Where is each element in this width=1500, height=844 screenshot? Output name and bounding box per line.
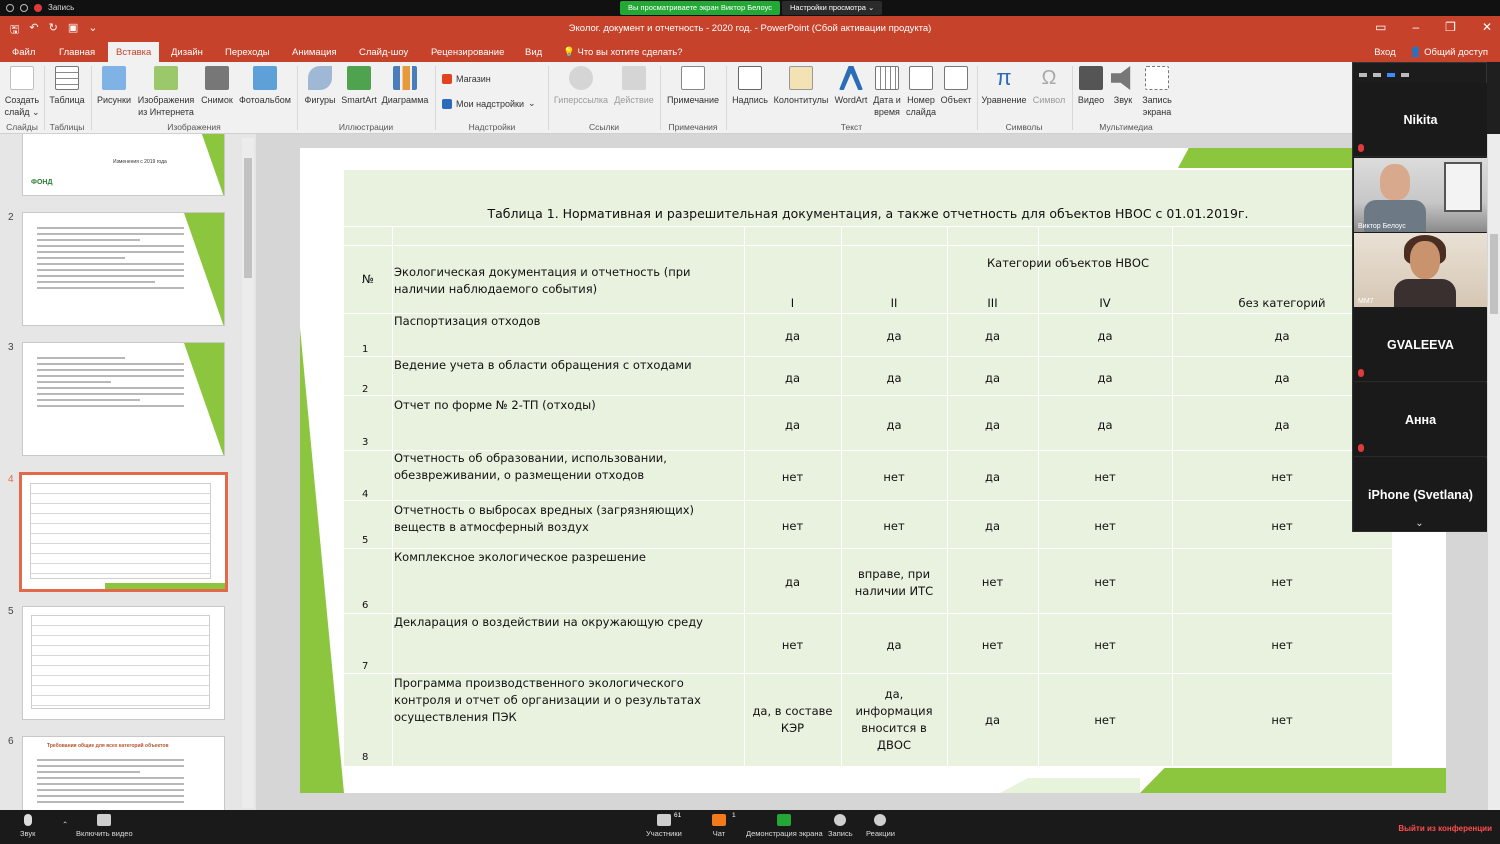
tab-slideshow[interactable]: Слайд-шоу (359, 47, 409, 58)
store-label: Магазин (456, 74, 491, 84)
row-name: Декларация о воздействии на окружающую среду (394, 615, 703, 629)
chat-icon (712, 814, 726, 826)
slide-number: 4 (8, 474, 14, 485)
shapes-button[interactable] (301, 66, 339, 106)
tab-insert[interactable]: Вставка (108, 42, 159, 62)
green-decoration (184, 213, 224, 326)
customize-icon[interactable]: ⌄ (88, 22, 98, 34)
speaker-icon (1111, 66, 1135, 90)
security-icon[interactable] (20, 4, 28, 12)
row-number: 1 (362, 344, 369, 355)
record-button[interactable] (828, 814, 853, 838)
slideshow-icon[interactable]: ▣ (67, 22, 79, 34)
comment-label: Примечание (666, 95, 720, 105)
muted-mic-icon (1358, 144, 1364, 152)
row-number: 5 (362, 535, 369, 546)
group-illustrations: Иллюстрации (338, 122, 394, 132)
slide-thumbnail-5[interactable] (22, 606, 225, 720)
audio-options-chevron[interactable] (62, 820, 68, 829)
share-screen-button[interactable] (746, 814, 823, 838)
pictures-button[interactable] (95, 66, 133, 106)
participant-video[interactable] (1354, 158, 1487, 232)
object-icon (944, 66, 968, 90)
table-rule (344, 226, 1392, 227)
record-icon (834, 814, 846, 826)
table-button[interactable] (48, 66, 86, 106)
info-icon[interactable] (6, 4, 14, 12)
tell-me-label: Что вы хотите сделать? (577, 47, 683, 58)
photo-album-icon (253, 66, 277, 90)
tab-home[interactable]: Главная (59, 47, 96, 58)
cell-value: да (785, 329, 800, 343)
table-rule (344, 245, 1392, 246)
row-number: 4 (362, 489, 369, 500)
cell-value: да, информация вносится в ДВОС (855, 687, 933, 752)
thumb-text-lines (37, 357, 184, 411)
separator (91, 66, 92, 130)
header-footer-icon (789, 66, 813, 90)
screenshot-button[interactable] (198, 66, 236, 106)
cell-value: нет (1094, 470, 1116, 484)
cell-value: да (785, 418, 800, 432)
row-number: 7 (362, 661, 369, 672)
cell-value: да (785, 575, 800, 589)
table-label: Таблица (49, 95, 85, 105)
photo-album-button[interactable] (237, 66, 293, 106)
video-label: Видео (1077, 95, 1105, 105)
cell-value: да (886, 329, 902, 343)
online-pictures-button[interactable] (135, 66, 197, 118)
green-decoration (300, 328, 344, 793)
separator (726, 66, 727, 130)
row-name: Комплексное экологическое разрешение (394, 550, 646, 564)
cell-value: нет (1094, 638, 1116, 652)
star-icon (622, 66, 646, 90)
table-icon (55, 66, 79, 90)
green-decoration (105, 583, 225, 589)
new-slide-label: Создать слайд ⌄ (4, 95, 40, 117)
cell-value: да (1097, 371, 1113, 385)
table-title: Таблица 1. Нормативная и разрешительная документация, а также отчетность для объектов НВОС с 01.01.2019г. (487, 206, 1249, 221)
separator (297, 66, 298, 130)
window-controls (1375, 20, 1492, 34)
online-pictures-label: Изображения из Интернета (137, 95, 195, 117)
video-button[interactable] (76, 814, 133, 838)
cell-value: нет (1271, 519, 1293, 533)
scroll-thumb[interactable] (244, 158, 252, 278)
recording-label: Запись (48, 3, 75, 12)
cell-value: нет (1094, 713, 1116, 727)
slide-thumbnail-6[interactable] (22, 736, 225, 810)
participant-tile[interactable] (1354, 383, 1487, 457)
login-link[interactable]: Вход (1374, 47, 1396, 58)
cell-value: нет (981, 575, 1004, 589)
video-label: Включить видео (76, 829, 133, 838)
cell-value: нет (883, 470, 905, 484)
pictures-label: Рисунки (97, 95, 131, 105)
slide-number: 3 (8, 342, 14, 353)
mic-icon (24, 814, 32, 826)
chart-icon (393, 66, 417, 90)
group-images: Изображения (167, 122, 221, 132)
muted-mic-icon (1358, 369, 1364, 377)
audio-label: Звук (20, 829, 36, 838)
separator (660, 66, 661, 130)
ribbon-tabs (0, 42, 1500, 62)
restore-icon[interactable]: ❐ (1445, 20, 1456, 34)
green-decoration (184, 134, 224, 196)
reactions-label: Реакции (866, 829, 895, 838)
object-button[interactable] (939, 66, 973, 106)
row-number: 3 (362, 437, 369, 448)
cell-value: нет (981, 638, 1004, 652)
thumb-table (31, 615, 210, 709)
action-button[interactable] (612, 66, 656, 106)
thumb-title: Изменения с 2019 года (113, 159, 167, 165)
cell-value: нет (1271, 470, 1293, 484)
wordart-button[interactable] (832, 66, 870, 106)
new-slide-icon (10, 66, 34, 90)
chart-button[interactable] (380, 66, 430, 106)
separator (1072, 66, 1073, 130)
participants-panel (1352, 62, 1487, 532)
viewing-banner: Вы просматриваете экран Виктор Белоус (620, 1, 780, 15)
cell-value: да (785, 371, 800, 385)
screen-recording-button[interactable] (1138, 66, 1176, 118)
participant-name: GVALEEVA (1387, 338, 1454, 352)
row-number: 6 (362, 600, 369, 611)
hyperlink-label: Гиперссылка (553, 95, 609, 105)
view-settings-button[interactable]: Настройки просмотра ⌄ (782, 1, 882, 15)
cell-value: нет (781, 519, 804, 533)
group-comments: Примечания (668, 122, 718, 132)
table-rule (344, 500, 1392, 501)
meeting-toolbar (0, 810, 1500, 844)
record-dot-icon (34, 4, 42, 12)
category-2: II (890, 296, 898, 310)
table-rule (392, 226, 393, 766)
slide-thumbnail-2[interactable] (22, 212, 225, 326)
slide-number: 5 (8, 606, 14, 617)
addins-icon (442, 99, 452, 109)
slide-number-label: Номер слайда (905, 95, 937, 117)
participant-body (1394, 279, 1456, 307)
zoom-top-bar (0, 0, 1500, 16)
participants-label: Участники (646, 829, 682, 838)
comment-icon (681, 66, 705, 90)
ribbon (0, 62, 1352, 134)
minimize-icon[interactable]: – (1412, 20, 1420, 34)
share-screen-label: Демонстрация экрана (746, 829, 823, 838)
person-icon: 👤 (1409, 47, 1422, 58)
cell-value: да (1274, 418, 1290, 432)
wordart-label: WordArt (834, 95, 868, 105)
category-3: III (987, 296, 998, 310)
table-rule (344, 673, 1392, 674)
green-decoration (184, 343, 224, 456)
green-decoration (1140, 768, 1446, 793)
chat-label: Чат (712, 829, 726, 838)
new-slide-button[interactable] (4, 66, 40, 118)
hyperlink-button[interactable] (552, 66, 610, 106)
cell-value: да, в составе КЭР (752, 704, 833, 735)
chat-button[interactable] (712, 812, 736, 838)
green-decoration (1000, 778, 1140, 793)
tab-design[interactable]: Дизайн (171, 47, 203, 58)
strip-view-icon[interactable] (1387, 73, 1395, 77)
video-off-icon (97, 814, 111, 826)
participant-name: Виктор Белоус (1358, 223, 1406, 230)
share-screen-icon (777, 814, 791, 826)
row-number: 2 (362, 384, 369, 395)
row-name: Отчетность об образовании, использовании, обезвреживании, о размещении отходов (394, 451, 667, 482)
picture-icon (102, 66, 126, 90)
muted-mic-icon (1358, 444, 1364, 452)
thumb-title: Требования общие для всех категорий объектов (47, 743, 169, 749)
header-number: № (362, 272, 374, 286)
textbox-icon (738, 66, 762, 90)
row-number: 8 (362, 752, 369, 763)
tab-file[interactable]: Файл (12, 47, 36, 58)
fond-logo: ФОНД (31, 179, 53, 186)
screen-recording-label: Запись экрана (1142, 95, 1172, 117)
cell-value: да (886, 638, 902, 652)
chat-count: 1 (732, 812, 736, 819)
cell-value: да (1097, 418, 1113, 432)
globe-picture-icon (154, 66, 178, 90)
slides-scrollbar[interactable] (242, 138, 254, 808)
separator (977, 66, 978, 130)
window-title: Эколог. документ и отчетность - 2020 год. - PowerPoint (Сбой активации продукта) (568, 23, 932, 34)
omega-icon: Ω (1041, 67, 1057, 89)
row-name: Паспортизация отходов (394, 314, 541, 328)
minimize-view-icon[interactable] (1359, 73, 1367, 77)
group-slides: Слайды (6, 122, 38, 132)
photo-album-label: Фотоальбом (239, 95, 291, 105)
header-categories: Категории объектов НВОС (986, 256, 1150, 270)
cell-value: да (886, 418, 902, 432)
pi-icon: π (996, 65, 1012, 90)
participant-face (1410, 241, 1440, 279)
row-name: Ведение учета в области обращения с отходами (394, 358, 692, 372)
leave-meeting-button[interactable]: Выйти из конференции (1398, 824, 1492, 833)
close-icon[interactable]: ✕ (1481, 20, 1492, 34)
smartart-label: SmartArt (341, 95, 377, 105)
slides-panel[interactable] (0, 134, 256, 810)
object-label: Объект (940, 95, 972, 105)
my-addins-button[interactable] (442, 98, 536, 109)
screen-record-icon (1145, 66, 1169, 90)
cell-value: да (1274, 371, 1290, 385)
equation-button[interactable] (980, 66, 1028, 106)
background-window (1444, 162, 1482, 212)
calendar-icon (875, 66, 899, 90)
thumb-table (30, 483, 211, 579)
row-name: Программа производственного экологического контроля и отчет об организации и о результатах осуществления ПЭК (394, 676, 701, 724)
symbol-label: Символ (1032, 95, 1066, 105)
participant-tile[interactable] (1354, 83, 1487, 157)
cell-value: да (985, 418, 1000, 432)
action-label: Действие (614, 95, 654, 105)
cell-value: нет (781, 470, 804, 484)
film-icon (1079, 66, 1103, 90)
slide[interactable] (300, 148, 1446, 793)
participant-tile[interactable] (1354, 308, 1487, 382)
share-label: Общий доступ (1424, 47, 1488, 58)
tab-transitions[interactable]: Переходы (225, 47, 270, 58)
cell-value: да (886, 371, 902, 385)
thumb-text-lines (37, 227, 184, 293)
audio-button[interactable] (1108, 66, 1138, 106)
group-addins: Надстройки (468, 122, 516, 132)
separator (548, 66, 549, 130)
shapes-icon (308, 66, 332, 90)
screenshot-label: Снимок (201, 95, 233, 105)
cell-value: да (985, 713, 1000, 727)
textbox-button[interactable] (730, 66, 770, 106)
thumb-text-lines (37, 759, 184, 807)
group-symbols: Символы (1005, 122, 1043, 132)
people-icon (657, 814, 671, 826)
tab-view[interactable]: Вид (525, 47, 543, 58)
audio-button[interactable] (20, 814, 35, 838)
hash-icon (909, 66, 933, 90)
table-rule (344, 395, 1392, 396)
header-footer-button[interactable] (771, 66, 831, 106)
slide-thumbnail-4-selected[interactable] (19, 472, 228, 592)
video-button[interactable] (1076, 66, 1106, 106)
cell-value: да (985, 519, 1000, 533)
cell-value: да (1274, 329, 1290, 343)
chevron-up-icon: ⌃ (62, 820, 69, 829)
datetime-label: Дата и время (873, 95, 901, 117)
textbox-label: Надпись (732, 95, 768, 105)
tab-review[interactable]: Рецензирование (431, 47, 505, 58)
participant-face (1380, 164, 1410, 200)
lightbulb-icon: 💡 (563, 47, 575, 58)
cell-value: да (985, 470, 1000, 484)
canvas-scrollbar[interactable] (1488, 134, 1500, 810)
group-links: Ссылки (589, 122, 619, 132)
participant-name: iPhone (Svetlana) (1368, 488, 1473, 502)
undo-icon[interactable]: ↶ (29, 22, 39, 34)
scroll-thumb[interactable] (1490, 234, 1498, 314)
header-documentation: Экологическая документация и отчетность (при наличии наблюдаемого события) (394, 265, 691, 296)
hyperlink-icon (569, 66, 593, 90)
chevron-down-icon: ⌄ (527, 98, 536, 108)
participant-name: Nikita (1403, 113, 1438, 127)
single-view-icon[interactable] (1373, 73, 1381, 77)
shapes-label: Фигуры (304, 95, 336, 105)
header-footer-label: Колонтитулы (773, 95, 829, 105)
participants-button[interactable] (646, 814, 682, 838)
wordart-icon (839, 66, 863, 90)
share-button[interactable] (1410, 47, 1488, 58)
record-label: Запись (828, 829, 853, 838)
store-button[interactable] (442, 74, 491, 84)
cell-value: нет (1094, 519, 1116, 533)
slide-number: 2 (8, 212, 14, 223)
equation-label: Уравнение (981, 95, 1027, 105)
symbol-button[interactable] (1030, 66, 1068, 106)
recording-indicator (6, 3, 74, 12)
datetime-button[interactable] (871, 66, 903, 118)
tell-me-search[interactable] (563, 42, 683, 62)
category-none: без категорий (1238, 296, 1326, 310)
cell-value: нет (883, 519, 905, 533)
group-tables: Таблицы (49, 122, 85, 132)
comment-button[interactable] (664, 66, 722, 106)
redo-icon[interactable]: ↻ (48, 22, 58, 34)
category-1: I (790, 296, 795, 310)
reaction-icon (874, 814, 886, 826)
chart-label: Диаграмма (381, 95, 429, 105)
store-icon (442, 74, 452, 84)
slide-thumbnail-3[interactable] (22, 342, 225, 456)
group-media: Мультимедиа (1099, 122, 1153, 132)
ribbon-display-icon[interactable]: ▭ (1375, 20, 1387, 34)
cell-value: нет (1271, 638, 1293, 652)
cell-value: нет (1094, 575, 1116, 589)
smartart-button[interactable] (340, 66, 378, 106)
slide-thumbnail-1[interactable] (22, 134, 225, 196)
cell-value: нет (1271, 713, 1293, 727)
my-addins-label: Мои надстройки (456, 98, 524, 109)
separator (44, 66, 45, 130)
save-icon[interactable]: 🖫 (10, 24, 20, 36)
chevron-down-icon[interactable]: ⌄ (1415, 518, 1424, 529)
category-4: IV (1099, 296, 1111, 310)
camera-icon (205, 66, 229, 90)
smartart-icon (347, 66, 371, 90)
title-bar (0, 16, 1500, 42)
participant-video[interactable] (1354, 233, 1487, 307)
cell-value: вправе, при наличии ИТС (854, 567, 934, 598)
group-text: Текст (840, 122, 863, 132)
audio-label: Звук (1113, 95, 1133, 105)
tab-animation[interactable]: Анимация (292, 47, 337, 58)
reactions-button[interactable] (866, 814, 895, 838)
grid-view-icon[interactable] (1401, 73, 1409, 77)
cell-value: да (985, 329, 1000, 343)
participants-count: 61 (674, 812, 682, 819)
participant-name: Анна (1404, 413, 1437, 427)
row-name: Отчетность о выбросах вредных (загрязняющих) веществ в атмосферный воздух (394, 503, 695, 534)
cell-value: да (985, 371, 1000, 385)
slide-number: 6 (8, 736, 14, 747)
cell-value: нет (781, 638, 804, 652)
slide-number-button[interactable] (904, 66, 938, 118)
cell-value: да (1097, 329, 1113, 343)
row-name: Отчет по форме № 2-ТП (отходы) (394, 398, 596, 412)
separator (435, 66, 436, 130)
cell-value: нет (1271, 575, 1293, 589)
participant-name: ММ7 (1358, 298, 1374, 305)
